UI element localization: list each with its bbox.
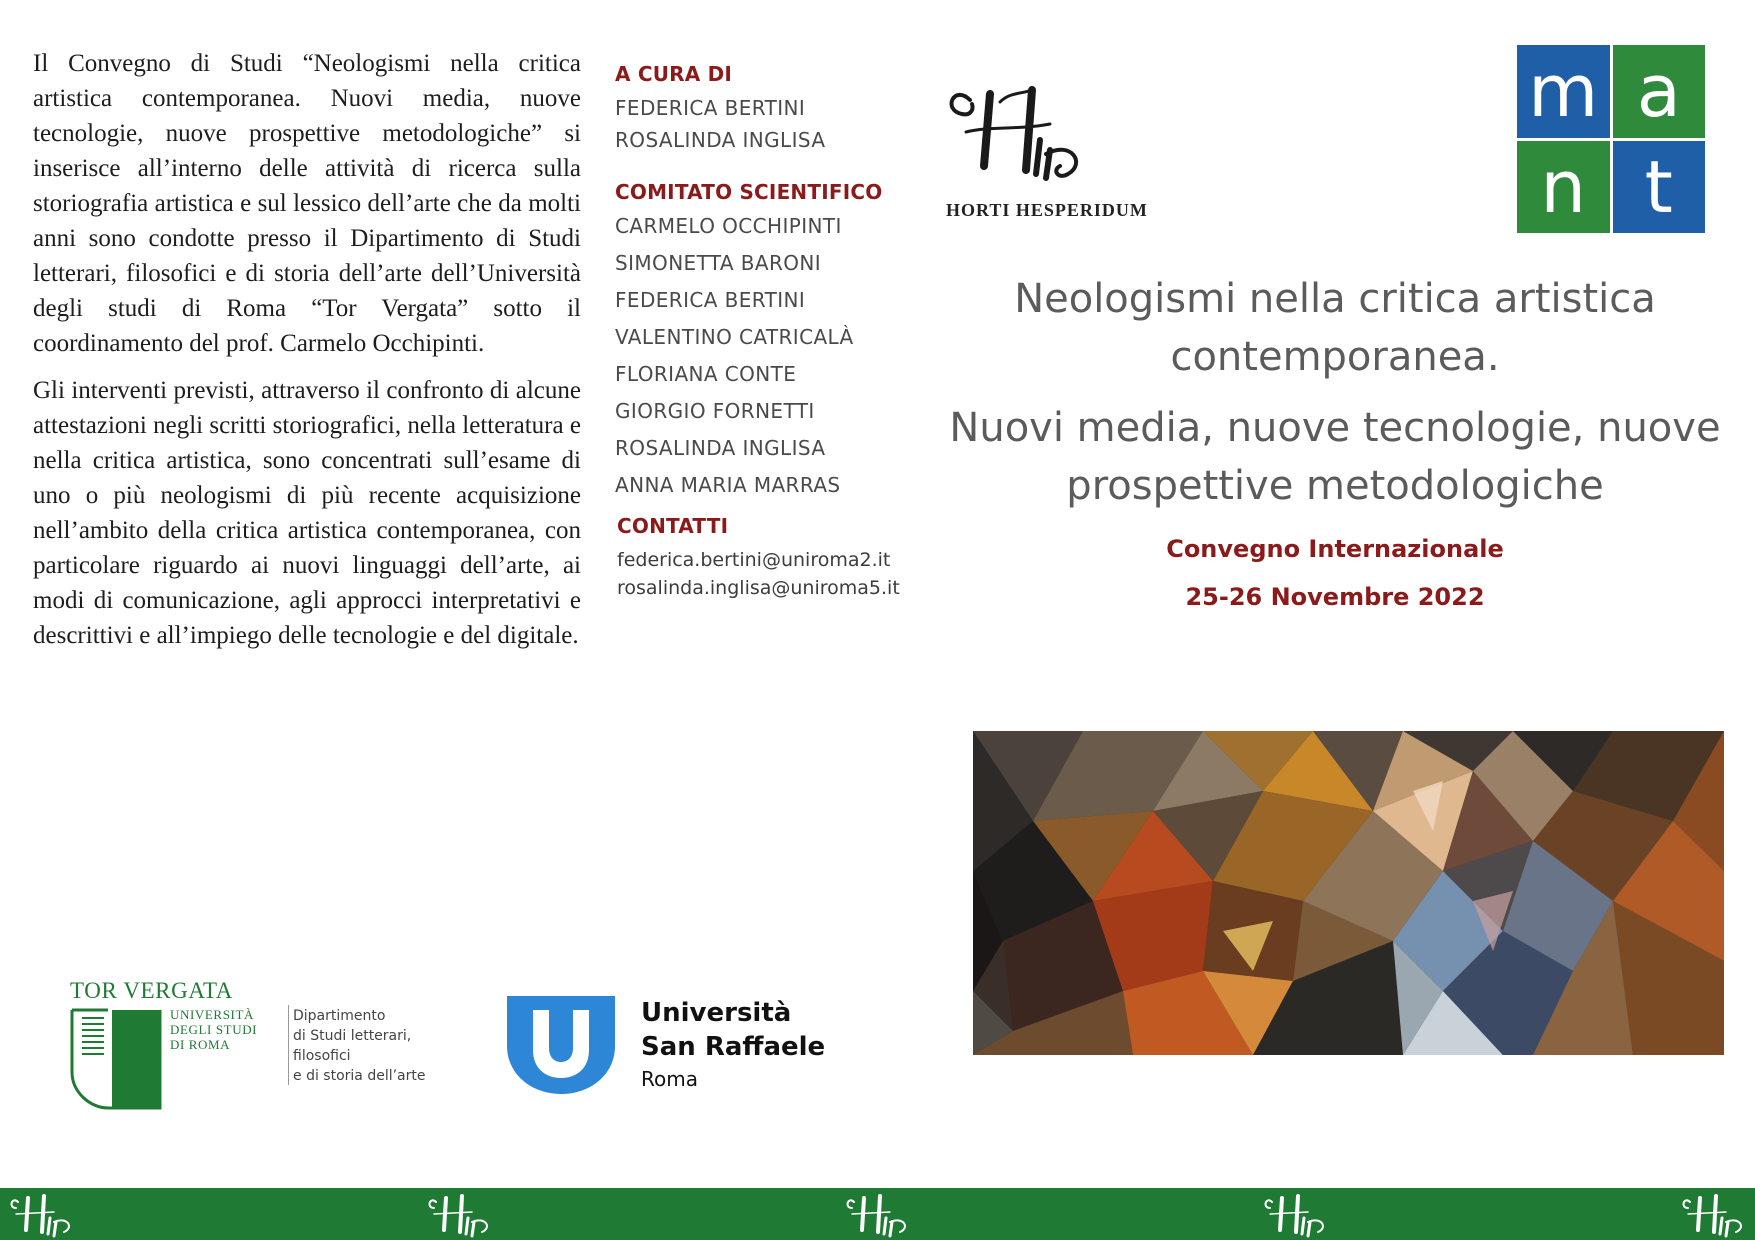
tor-vergata-subtitle-line: DI ROMA	[170, 1037, 231, 1052]
hh-monogram-icon	[10, 1192, 90, 1238]
event-title-line-2: Nuovi media, nuove tecnologie, nuove prospettive metodologiche	[949, 405, 1721, 509]
horti-hesperidum-logo-text: HORTI HESPERIDUM	[946, 200, 1148, 220]
mant-letter: n	[1517, 141, 1610, 234]
event-date: 25-26 Novembre 2022	[1185, 583, 1485, 611]
intro-paragraph-2: Gli interventi previsti, attraverso il confronto di alcune attestazioni negli scritti storiografici, nella letteratura e nella critica artistica, sono concentrati sull’esame di uno o più neologismi di più recente acquisizione nell’ambito della critica artistica contemporanea, con particolare riguardo ai nuovi linguaggi dell’arte, ai modi di comunicazione, agli approcci interpretativi e descrittivi e all’impiego delle tecnologie e del digitale.	[33, 377, 581, 649]
intro-text	[33, 46, 581, 665]
committee-member: GIORGIO FORNETTI	[615, 399, 815, 423]
event-title-line-1: Neologismi nella critica artistica contemporanea.	[1014, 276, 1656, 380]
editor-name: FEDERICA BERTINI	[615, 96, 806, 120]
committee-list	[615, 208, 915, 504]
low-poly-image	[973, 731, 1724, 1055]
mant-letter: a	[1613, 45, 1706, 138]
mant-letter: m	[1517, 45, 1610, 138]
credits-column	[615, 62, 915, 602]
contact-email[interactable]: rosalinda.inglisa@uniroma5.it	[617, 577, 900, 599]
department-line: Dipartimento	[293, 1008, 386, 1024]
mant-letter: t	[1613, 141, 1706, 234]
department-line: di Studi letterari,	[293, 1028, 412, 1044]
tor-vergata-subtitle-line: UNIVERSITÀ	[170, 1007, 254, 1022]
editors-heading: A CURA DI	[615, 62, 733, 86]
usr-name-line-1: Università	[641, 998, 792, 1028]
committee-member: FEDERICA BERTINI	[615, 288, 806, 312]
u-shield-icon	[507, 996, 615, 1094]
intro-paragraph-1: Il Convegno di Studi “Neologismi nella critica artistica contemporanea. Nuovi media, nuove tecnologie, nuove prospettive metodologiche” si inserisce all’interno delle attività di ricerca sulla storiografia artistica e sul lessico dell’arte che da molti anni sono condotte presso il Dipartimento di Studi letterari, filosofici e di storia dell’arte dell’Università degli studi di Roma “Tor Vergata” sotto il coordinamento del prof. Carmelo Occhipinti.	[33, 50, 581, 357]
footer-band	[0, 1188, 1755, 1240]
tor-vergata-subtitle-line: DEGLI STUDI	[170, 1022, 258, 1037]
committee-heading: COMITATO SCIENTIFICO	[615, 180, 883, 204]
editor-name: ROSALINDA INGLISA	[615, 128, 826, 152]
editors-list	[615, 92, 915, 156]
poster-artwork	[973, 731, 1724, 1055]
committee-member: ANNA MARIA MARRAS	[615, 473, 841, 497]
contacts-heading: CONTATTI	[617, 514, 729, 538]
contact-email[interactable]: federica.bertini@uniroma2.it	[617, 549, 891, 571]
usr-city: Roma	[641, 1067, 698, 1091]
logo-divider	[288, 1005, 289, 1085]
tor-vergata-title: TOR VERGATA	[70, 978, 234, 1003]
committee-member: SIMONETTA BARONI	[615, 251, 822, 275]
usr-name-line-2: San Raffaele	[641, 1032, 826, 1062]
committee-member: VALENTINO CATRICALÀ	[615, 325, 854, 349]
event-title	[935, 270, 1735, 515]
department-line: filosofici	[293, 1048, 351, 1064]
hh-monogram-icon	[1264, 1192, 1344, 1238]
mant-logo	[1517, 45, 1705, 233]
tor-vergata-subtitle	[170, 1007, 257, 1052]
hh-monogram-icon	[428, 1192, 508, 1238]
event-kind: Convegno Internazionale	[1166, 535, 1504, 563]
committee-member: FLORIANA CONTE	[615, 362, 797, 386]
hh-monogram-icon	[846, 1192, 926, 1238]
hh-monogram-icon	[1682, 1192, 1755, 1238]
committee-member: CARMELO OCCHIPINTI	[615, 214, 842, 238]
contacts-list	[617, 546, 915, 602]
department-name	[293, 1006, 425, 1086]
department-line: e di storia dell’arte	[293, 1068, 426, 1084]
san-raffaele-logo-text	[641, 996, 825, 1094]
committee-member: ROSALINDA INGLISA	[615, 436, 826, 460]
